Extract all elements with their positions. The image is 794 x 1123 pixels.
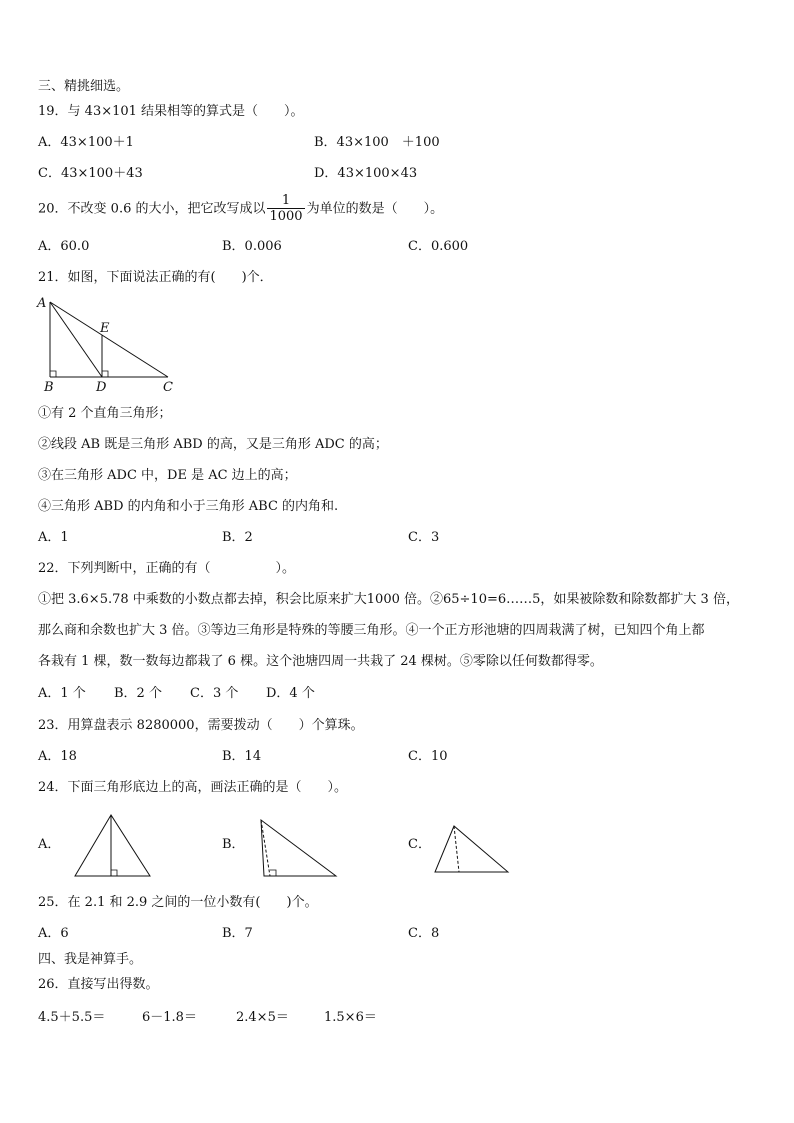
q25-option-c[interactable]: C．8 bbox=[408, 926, 440, 941]
q21-option-a[interactable]: A．1 bbox=[38, 530, 69, 545]
question-19-stem: 19．与 43×101 结果相等的算式是（ ）。 bbox=[38, 104, 304, 119]
q21-statement-2: ②线段 AB 既是三角形 ABD 的高，又是三角形 ADC 的高； bbox=[38, 437, 388, 452]
fraction-denominator: 1000 bbox=[269, 209, 303, 224]
q19-option-c[interactable]: C．43×100＋43 bbox=[38, 166, 143, 181]
q22-option-c[interactable]: C．3 个 bbox=[190, 686, 239, 701]
segment-ad bbox=[50, 302, 102, 377]
q20-option-a[interactable]: A．60.0 bbox=[38, 239, 90, 254]
q22-option-b[interactable]: B．2 个 bbox=[114, 686, 162, 701]
q19-option-d[interactable]: D．43×100×43 bbox=[314, 166, 418, 181]
q21-option-b[interactable]: B．2 bbox=[222, 530, 253, 545]
q22-text-line-1: ①把 3.6×5.78 中乘数的小数点都去掉，积会比原来扩大1000 倍。②65÷10=6……5，如果被除数和除数都扩大 3 倍， bbox=[38, 592, 739, 607]
triangle-abc-diagram bbox=[34, 292, 184, 394]
question-26-stem: 26．直接写出得数。 bbox=[38, 977, 159, 992]
q24-triangle-a bbox=[72, 812, 154, 880]
q22-option-a[interactable]: A．1 个 bbox=[38, 686, 86, 701]
q19-option-b[interactable]: B．43×100 ＋100 bbox=[314, 135, 440, 150]
question-20-stem bbox=[38, 194, 443, 225]
fraction-numerator: 1 bbox=[267, 194, 304, 209]
q26-expression-2: 6－1.8＝ bbox=[142, 1010, 197, 1025]
q20-stem-pre: 20．不改变 0.6 的大小，把它改写成以 bbox=[38, 201, 266, 217]
q26-expression-4: 1.5×6＝ bbox=[324, 1010, 377, 1025]
q19-option-a[interactable]: A．43×100＋1 bbox=[38, 135, 134, 150]
q24-option-b[interactable]: B． bbox=[222, 837, 245, 852]
q23-option-a[interactable]: A．18 bbox=[38, 749, 77, 764]
label-c: C bbox=[163, 380, 173, 394]
label-e: E bbox=[100, 321, 110, 336]
q23-option-c[interactable]: C．10 bbox=[408, 749, 448, 764]
q21-option-c[interactable]: C．3 bbox=[408, 530, 440, 545]
q22-text-line-3: 各栽有 1 棵，数一数每边都栽了 6 棵。这个池塘四周一共栽了 24 棵树。⑤零除以任何数都得零。 bbox=[38, 654, 603, 669]
label-d: D bbox=[96, 380, 107, 394]
right-angle-mark-d bbox=[102, 371, 108, 377]
q20-stem-post: 为单位的数是（ ）。 bbox=[306, 201, 444, 217]
q25-option-a[interactable]: A．6 bbox=[38, 926, 69, 941]
question-22-stem: 22．下列判断中，正确的有（ ）。 bbox=[38, 561, 296, 576]
q24-option-c[interactable]: C． bbox=[408, 837, 431, 852]
q26-expression-3: 2.4×5＝ bbox=[236, 1010, 289, 1025]
question-24-stem: 24．下面三角形底边上的高，画法正确的是（ ）。 bbox=[38, 780, 348, 795]
fraction-1-over-1000 bbox=[267, 194, 304, 224]
q21-statement-4: ④三角形 ABD 的内角和小于三角形 ABC 的内角和. bbox=[38, 499, 339, 514]
q20-option-b[interactable]: B．0.006 bbox=[222, 239, 282, 254]
q21-statement-3: ③在三角形 ADC 中，DE 是 AC 边上的高； bbox=[38, 468, 297, 483]
q22-option-d[interactable]: D．4 个 bbox=[266, 686, 315, 701]
q25-option-b[interactable]: B．7 bbox=[222, 926, 253, 941]
q24-option-a[interactable]: A． bbox=[38, 837, 61, 852]
right-angle-mark-b bbox=[50, 371, 56, 377]
q23-option-b[interactable]: B．14 bbox=[222, 749, 262, 764]
question-25-stem: 25．在 2.1 和 2.9 之间的一位小数有( )个。 bbox=[38, 895, 318, 910]
q22-text-line-2: 那么商和余数也扩大 3 倍。③等边三角形是特殊的等腰三角形。④一个正方形池塘的四周栽满了树，已知四个角上都 bbox=[38, 623, 705, 638]
question-23-stem: 23．用算盘表示 8280000，需要拨动（ ）个算珠。 bbox=[38, 718, 364, 733]
section-3-heading: 三、精挑细选。 bbox=[38, 79, 130, 94]
question-21-stem: 21．如图，下面说法正确的有( )个． bbox=[38, 270, 273, 285]
q21-statement-1: ①有 2 个直角三角形； bbox=[38, 406, 172, 421]
q24-triangle-b bbox=[256, 817, 340, 879]
q26-expression-1: 4.5＋5.5＝ bbox=[38, 1010, 106, 1025]
label-b: B bbox=[44, 380, 54, 394]
q24-triangle-c bbox=[432, 823, 512, 875]
label-a: A bbox=[37, 296, 47, 311]
q20-option-c[interactable]: C．0.600 bbox=[408, 239, 469, 254]
segment-ac bbox=[50, 302, 168, 377]
section-4-heading: 四、我是神算手。 bbox=[38, 952, 143, 967]
